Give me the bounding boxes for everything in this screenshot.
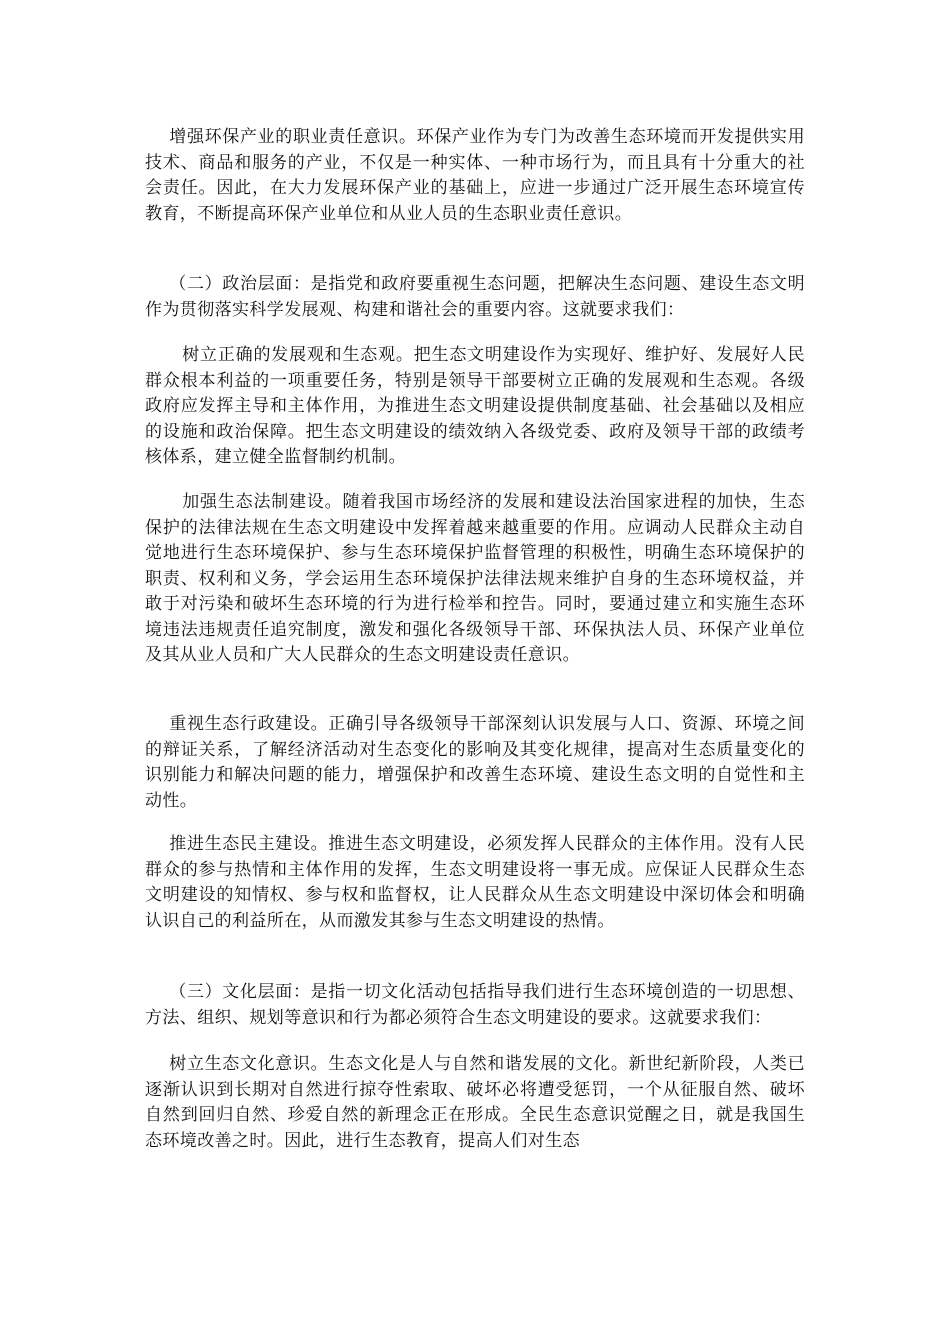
paragraph-eco-culture-awareness: 树立生态文化意识。生态文化是人与自然和谐发展的文化。新世纪新阶段，人类已逐渐认识到长期对自然进行掠夺性索取、破坏必将遭受惩罚，一个从征服自然、破坏自然到回归自然、珍爱自然的新理念正在形成。全民生态意识觉醒之日，就是我国生态环境改善之时。因此，进行生态教育，提高人们对生态	[145, 1054, 805, 1151]
paragraph-cultural-level-heading: （三）文化层面：是指一切文化活动包括指导我们进行生态环境创造的一切思想、方法、组织、规划等意识和行为都必须符合生态文明建设的要求。这就要求我们：	[145, 982, 805, 1028]
paragraph-eco-administration: 重视生态行政建设。正确引导各级领导干部深刻认识发展与人口、资源、环境之间的辩证关系，了解经济活动对生态变化的影响及其变化规律，提高对生态质量变化的识别能力和解决问题的能力，增强保护和改善生态环境、建设生态文明的自觉性和主动性。	[145, 714, 805, 811]
paragraph-political-level-heading: （二）政治层面：是指党和政府要重视生态问题，把解决生态问题、建设生态文明作为贯彻落实科学发展观、构建和谐社会的重要内容。这就要求我们：	[145, 274, 805, 320]
paragraph-eco-legal-construction: 加强生态法制建设。随着我国市场经济的发展和建设法治国家进程的加快，生态保护的法律法规在生态文明建设中发挥着越来越重要的作用。应调动人民群众主动自觉地进行生态环境保护、参与生态环境保护监督管理的积极性，明确生态环境保护的职责、权利和义务，学会运用生态环境保护法律法规来维护自身的生态环境权益，并敢于对污染和破坏生态环境的行为进行检举和控告。同时，要通过建立和实施生态环境违法违规责任追究制度，激发和强化各级领导干部、环保执法人员、环保产业单位及其从业人员和广大人民群众的生态文明建设责任意识。	[145, 492, 805, 665]
paragraph-eco-democracy: 推进生态民主建设。推进生态文明建设，必须发挥人民群众的主体作用。没有人民群众的参与热情和主体作用的发挥，生态文明建设将一事无成。应保证人民群众生态文明建设的知情权、参与权和监督权，让人民群众从生态文明建设中深切体会和明确认识自己的利益所在，从而激发其参与生态文明建设的热情。	[145, 834, 805, 931]
paragraph-env-industry-responsibility: 增强环保产业的职业责任意识。环保产业作为专门为改善生态环境而开发提供实用技术、商品和服务的产业，不仅是一种实体、一种市场行为，而且具有十分重大的社会责任。因此，在大力发展环保产业的基础上，应进一步通过广泛开展生态环境宣传教育，不断提高环保产业单位和从业人员的生态职业责任意识。	[145, 127, 805, 224]
paragraph-development-view: 树立正确的发展观和生态观。把生态文明建设作为实现好、维护好、发展好人民群众根本利益的一项重要任务，特别是领导干部要树立正确的发展观和生态观。各级政府应发挥主导和主体作用，为推进生态文明建设提供制度基础、社会基础以及相应的设施和政治保障。把生态文明建设的绩效纳入各级党委、政府及领导干部的政绩考核体系，建立健全监督制约机制。	[145, 345, 805, 467]
